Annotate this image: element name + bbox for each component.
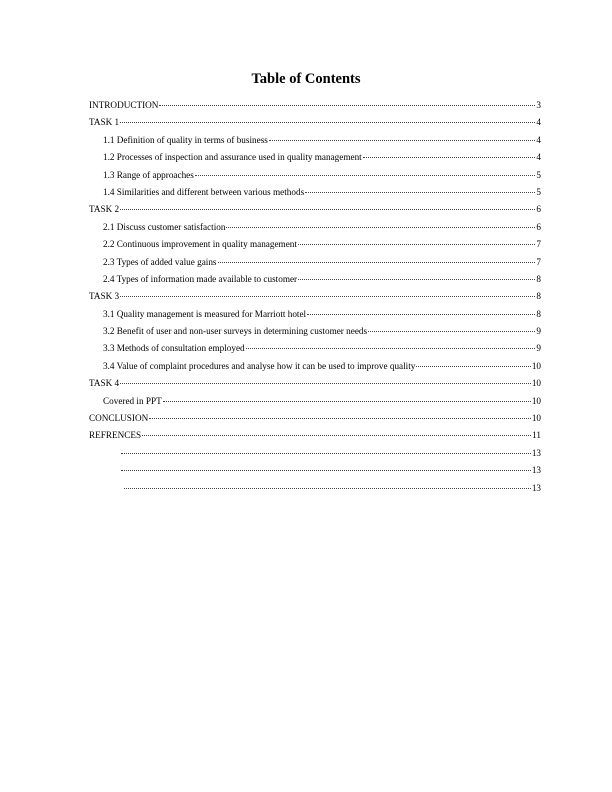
- toc-entry-label: TASK 2: [89, 204, 120, 215]
- toc-entry-covered-in-ppt[interactable]: [89, 396, 541, 413]
- toc-entry-label: 1.4 Similarities and different between various methods: [103, 186, 305, 197]
- toc-entry-1-1[interactable]: [89, 135, 541, 152]
- toc-entry-page: 4: [536, 152, 541, 163]
- table-of-contents: [89, 100, 541, 500]
- toc-entry-label: 1.3 Range of approaches: [103, 169, 194, 180]
- toc-entry-page: 10: [531, 395, 541, 406]
- toc-entry-label: TASK 4: [89, 378, 120, 389]
- toc-entry-label: 3.4 Value of complaint procedures and analyse how it can be used to improve quality: [103, 360, 416, 371]
- dot-leader: [124, 488, 531, 489]
- toc-entry-page: 13: [531, 482, 541, 493]
- dot-leader: [368, 331, 535, 332]
- toc-entry-page: 5: [536, 186, 541, 197]
- toc-entry-label: 2.4 Types of information made available to customer: [103, 273, 298, 284]
- toc-entry-introduction[interactable]: [89, 100, 541, 117]
- toc-entry-1-3[interactable]: [89, 170, 541, 187]
- toc-entry-1-4[interactable]: [89, 187, 541, 204]
- toc-entry-page: 5: [536, 169, 541, 180]
- dot-leader: [298, 244, 535, 245]
- toc-entry-page: 10: [531, 378, 541, 389]
- dot-leader: [218, 262, 536, 263]
- dot-leader: [269, 140, 536, 141]
- dot-leader: [121, 453, 531, 454]
- toc-entry-label: 3.2 Benefit of user and non-user surveys in determining customer needs: [103, 326, 368, 337]
- toc-entry-page: 8: [536, 308, 541, 319]
- toc-entry-page: 9: [536, 343, 541, 354]
- toc-entry-page: 13: [531, 465, 541, 476]
- toc-entry-page: 7: [536, 256, 541, 267]
- toc-entry-2-3[interactable]: [89, 257, 541, 274]
- toc-entry-blank[interactable]: [89, 448, 541, 465]
- toc-entry-label: 3.1 Quality management is measured for Marriott hotel: [103, 308, 307, 319]
- toc-entry-2-4[interactable]: [89, 274, 541, 291]
- toc-entry-page: 11: [532, 430, 541, 441]
- toc-entry-task-1[interactable]: [89, 117, 541, 134]
- dot-leader: [120, 209, 535, 210]
- toc-entry-label: Covered in PPT: [103, 395, 162, 406]
- toc-entry-3-3[interactable]: [89, 343, 541, 360]
- toc-entry-label: CONCLUSION: [89, 413, 149, 424]
- toc-entry-blank[interactable]: [89, 465, 541, 482]
- toc-entry-page: 7: [536, 239, 541, 250]
- toc-entry-2-1[interactable]: [89, 222, 541, 239]
- toc-entry-page: 8: [536, 273, 541, 284]
- dot-leader: [246, 348, 536, 349]
- dot-leader: [307, 314, 535, 315]
- toc-entry-page: 9: [536, 326, 541, 337]
- toc-entry-conclusion[interactable]: [89, 413, 541, 430]
- dot-leader: [149, 418, 531, 419]
- toc-entry-page: 8: [536, 291, 541, 302]
- toc-entry-page: 10: [531, 360, 541, 371]
- toc-entry-3-2[interactable]: [89, 326, 541, 343]
- toc-entry-3-4[interactable]: [89, 361, 541, 378]
- toc-entry-label: 1.1 Definition of quality in terms of business: [103, 134, 268, 145]
- dot-leader: [121, 470, 531, 471]
- dot-leader: [120, 383, 531, 384]
- dot-leader: [226, 227, 535, 228]
- toc-entry-page: 13: [531, 447, 541, 458]
- dot-leader: [142, 435, 531, 436]
- toc-entry-page: 10: [531, 413, 541, 424]
- toc-entry-page: 6: [536, 221, 541, 232]
- dot-leader: [163, 401, 531, 402]
- toc-entry-label: REFRENCES: [89, 430, 142, 441]
- dot-leader: [120, 122, 535, 123]
- dot-leader: [298, 279, 535, 280]
- toc-entry-2-2[interactable]: [89, 239, 541, 256]
- toc-entry-page: 6: [536, 204, 541, 215]
- toc-title: Table of Contents: [251, 71, 361, 87]
- toc-entry-label: 2.3 Types of added value gains: [103, 256, 217, 267]
- toc-entry-page: 3: [536, 100, 541, 110]
- dot-leader: [195, 175, 536, 176]
- toc-entry-blank[interactable]: [89, 483, 541, 500]
- toc-entry-label: 2.1 Discuss customer satisfaction: [103, 221, 226, 232]
- toc-entry-label: INTRODUCTION: [89, 100, 159, 110]
- dot-leader: [159, 105, 535, 106]
- toc-entry-label: 1.2 Processes of inspection and assurance used in quality management: [103, 152, 362, 163]
- toc-entry-1-2[interactable]: [89, 152, 541, 169]
- dot-leader: [120, 296, 535, 297]
- toc-entry-label: 3.3 Methods of consultation employed: [103, 343, 245, 354]
- toc-entry-page: 4: [536, 134, 541, 145]
- dot-leader: [416, 366, 530, 367]
- toc-entry-label: TASK 1: [89, 117, 120, 128]
- toc-entry-task-2[interactable]: [89, 204, 541, 221]
- toc-entry-3-1[interactable]: [89, 309, 541, 326]
- toc-entry-references[interactable]: [89, 430, 541, 447]
- dot-leader: [305, 192, 535, 193]
- toc-entry-page: 4: [536, 117, 541, 128]
- toc-entry-label: TASK 3: [89, 291, 120, 302]
- toc-entry-task-3[interactable]: [89, 291, 541, 308]
- dot-leader: [363, 157, 536, 158]
- toc-entry-label: 2.2 Continuous improvement in quality management: [103, 239, 297, 250]
- toc-entry-task-4[interactable]: [89, 378, 541, 395]
